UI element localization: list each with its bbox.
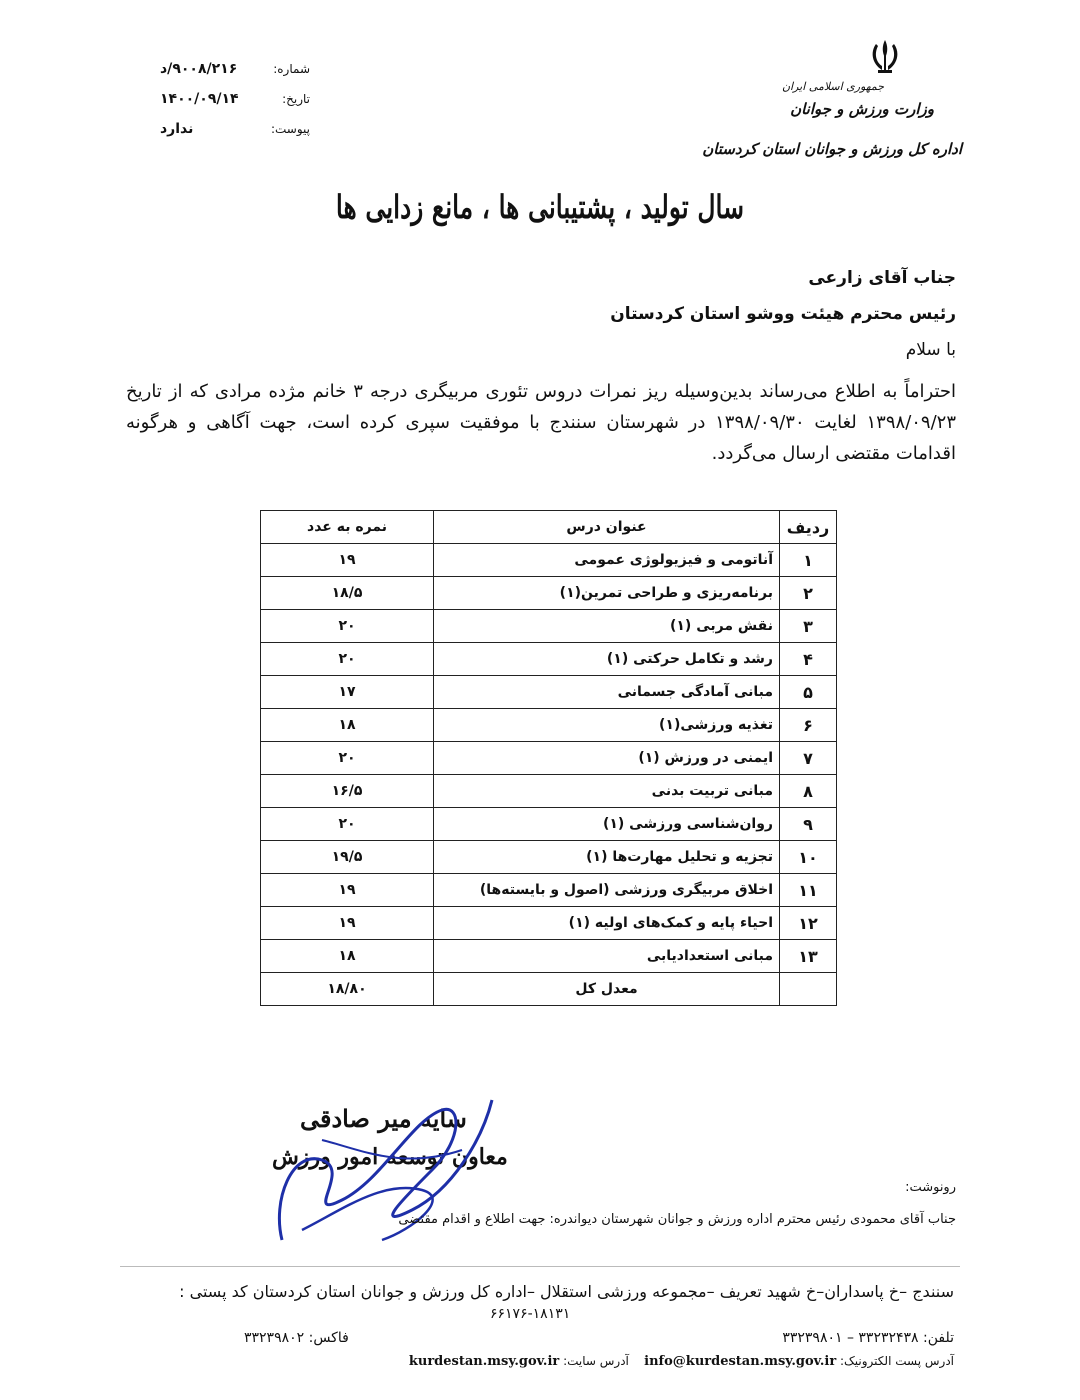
letter-paragraph: احتراماً به اطلاع می‌رساند بدین‌وسیله ریز نمرات دروس تئوری مربیگری درجه ۳ خانم مژده مرادی که از تاریخ ۱۳۹۸/۰۹/۲۳ لغایت ۱۳۹۸/۰۹/۳۰ در شهرستان سنندج با موفقیت سپری کرده است، جهت آگاهی و هرگونه اقدامات مقتضی ارسال می‌گردد. [126,381,956,464]
row-course-title: رشد و تکامل حرکتی (۱) [434,643,780,676]
row-course-title: مبانی استعدادیابی [434,940,780,973]
table-row [261,709,837,742]
row-index: ۳ [780,610,837,643]
letter-attachment-value: ندارد [160,121,194,137]
letter-date-label: تاریخ: [282,92,310,106]
footer-fax: فاکس: ۳۳۲۳۹۸۰۲ [244,1330,349,1346]
letter-date-value: ۱۴۰۰/۰۹/۱۴ [160,91,239,107]
row-course-title: ایمنی در ورزش (۱) [434,742,780,775]
row-index: ۱۰ [780,841,837,874]
letter-date-row [160,84,310,114]
row-course-title: برنامه‌ریزی و طراحی تمرین(۱) [434,577,780,610]
signer-title: معاون توسعه امور ورزش [272,1144,508,1170]
grades-table [260,510,837,1006]
row-course-title: مبانی آمادگی جسمانی [434,676,780,709]
table-row [261,907,837,940]
average-empty-cell [780,973,837,1006]
footer-web [409,1354,954,1369]
row-index: ۱۱ [780,874,837,907]
row-score: ۱۹ [261,544,434,577]
row-index: ۱ [780,544,837,577]
gov-ministry-line: وزارت ورزش و جوانان [790,100,934,118]
table-row [261,742,837,775]
header-score: نمره به عدد [261,511,434,544]
row-score: ۲۰ [261,808,434,841]
addressee-name: جناب آقای زارعی [808,268,956,288]
row-index: ۹ [780,808,837,841]
site-label: آدرس سایت: [563,1354,629,1368]
row-index: ۶ [780,709,837,742]
letter-meta [160,54,310,144]
footer-address: سنندج –خ پاسداران–خ شهید تعریف –مجموعه ورزشی استقلال –اداره کل ورزش و جوانان استان کردستان کد پستی : [179,1282,954,1301]
footer-divider [120,1266,960,1267]
row-index: ۴ [780,643,837,676]
table-row [261,775,837,808]
footer-postal-code: ۶۶۱۷۶-۱۸۱۳۱ [490,1306,571,1322]
row-index: ۲ [780,577,837,610]
table-row [261,940,837,973]
signer-name: سایه میر صادقی [300,1104,467,1133]
table-row [261,643,837,676]
iran-emblem-icon [860,36,910,76]
table-row [261,577,837,610]
row-course-title: اخلاق مربیگری ورزشی (اصول و بایسته‌ها) [434,874,780,907]
year-slogan: سال تولید ، پشتیبانی ها ، مانع زدایی ها [335,188,745,226]
letter-attachment-row [160,114,310,144]
row-score: ۱۷ [261,676,434,709]
row-index: ۱۳ [780,940,837,973]
header-index: ردیف [780,511,837,544]
row-index: ۵ [780,676,837,709]
table-row [261,544,837,577]
row-course-title: تجزیه و تحلیل مهارت‌ها (۱) [434,841,780,874]
row-score: ۲۰ [261,742,434,775]
letter-number-label: شماره: [273,62,310,76]
table-header-row [261,511,837,544]
row-score: ۱۶/۵ [261,775,434,808]
gov-office-line: اداره کل ورزش و جوانان استان کردستان [702,140,962,158]
letter-number-value: ۹۰۰۸/۲۱۶/د [160,61,238,77]
letter-attachment-label: پیوست: [270,122,310,136]
row-course-title: روان‌شناسی ورزشی (۱) [434,808,780,841]
table-row [261,874,837,907]
email-link[interactable]: info@kurdestan.msy.gov.ir [644,1354,837,1369]
row-course-title: مبانی تربیت بدنی [434,775,780,808]
average-row [261,973,837,1006]
row-course-title: آناتومی و فیزیولوژی عمومی [434,544,780,577]
row-score: ۱۸ [261,940,434,973]
row-course-title: نقش مربی (۱) [434,610,780,643]
table-row [261,676,837,709]
row-index: ۸ [780,775,837,808]
table-row [261,610,837,643]
site-link[interactable]: kurdestan.msy.gov.ir [408,1354,560,1369]
greeting: با سلام [905,340,956,360]
letter-number-row [160,54,310,84]
row-index: ۷ [780,742,837,775]
cc-text: جناب آقای محمودی رئیس محترم اداره ورزش و جوانان شهرستان دیواندره: جهت اطلاع و اقدام مقتضی [398,1212,956,1227]
row-course-title: احیاء پایه و کمک‌های اولیه (۱) [434,907,780,940]
table-row [261,808,837,841]
average-value: ۱۸/۸۰ [261,973,434,1006]
gov-republic-line: جمهوری اسلامی ایران [781,80,884,93]
header-course-title: عنوان درس [434,511,780,544]
row-score: ۲۰ [261,643,434,676]
footer-phone: تلفن: ۳۳۲۳۲۴۳۸ – ۳۳۲۳۹۸۰۱ [782,1330,954,1346]
email-label: آدرس پست الکترونیک: [840,1354,954,1368]
row-score: ۱۹/۵ [261,841,434,874]
row-score: ۲۰ [261,610,434,643]
average-label: معدل کل [434,973,780,1006]
row-score: ۱۸ [261,709,434,742]
table-row [261,841,837,874]
row-score: ۱۹ [261,874,434,907]
row-index: ۱۲ [780,907,837,940]
cc-label: رونوشت: [905,1180,956,1195]
row-score: ۱۸/۵ [261,577,434,610]
row-course-title: تغذیه ورزشی(۱) [434,709,780,742]
grades-table-body [261,544,837,973]
addressee-title: رئیس محترم هیئت ووشو استان کردستان [610,304,956,324]
row-score: ۱۹ [261,907,434,940]
